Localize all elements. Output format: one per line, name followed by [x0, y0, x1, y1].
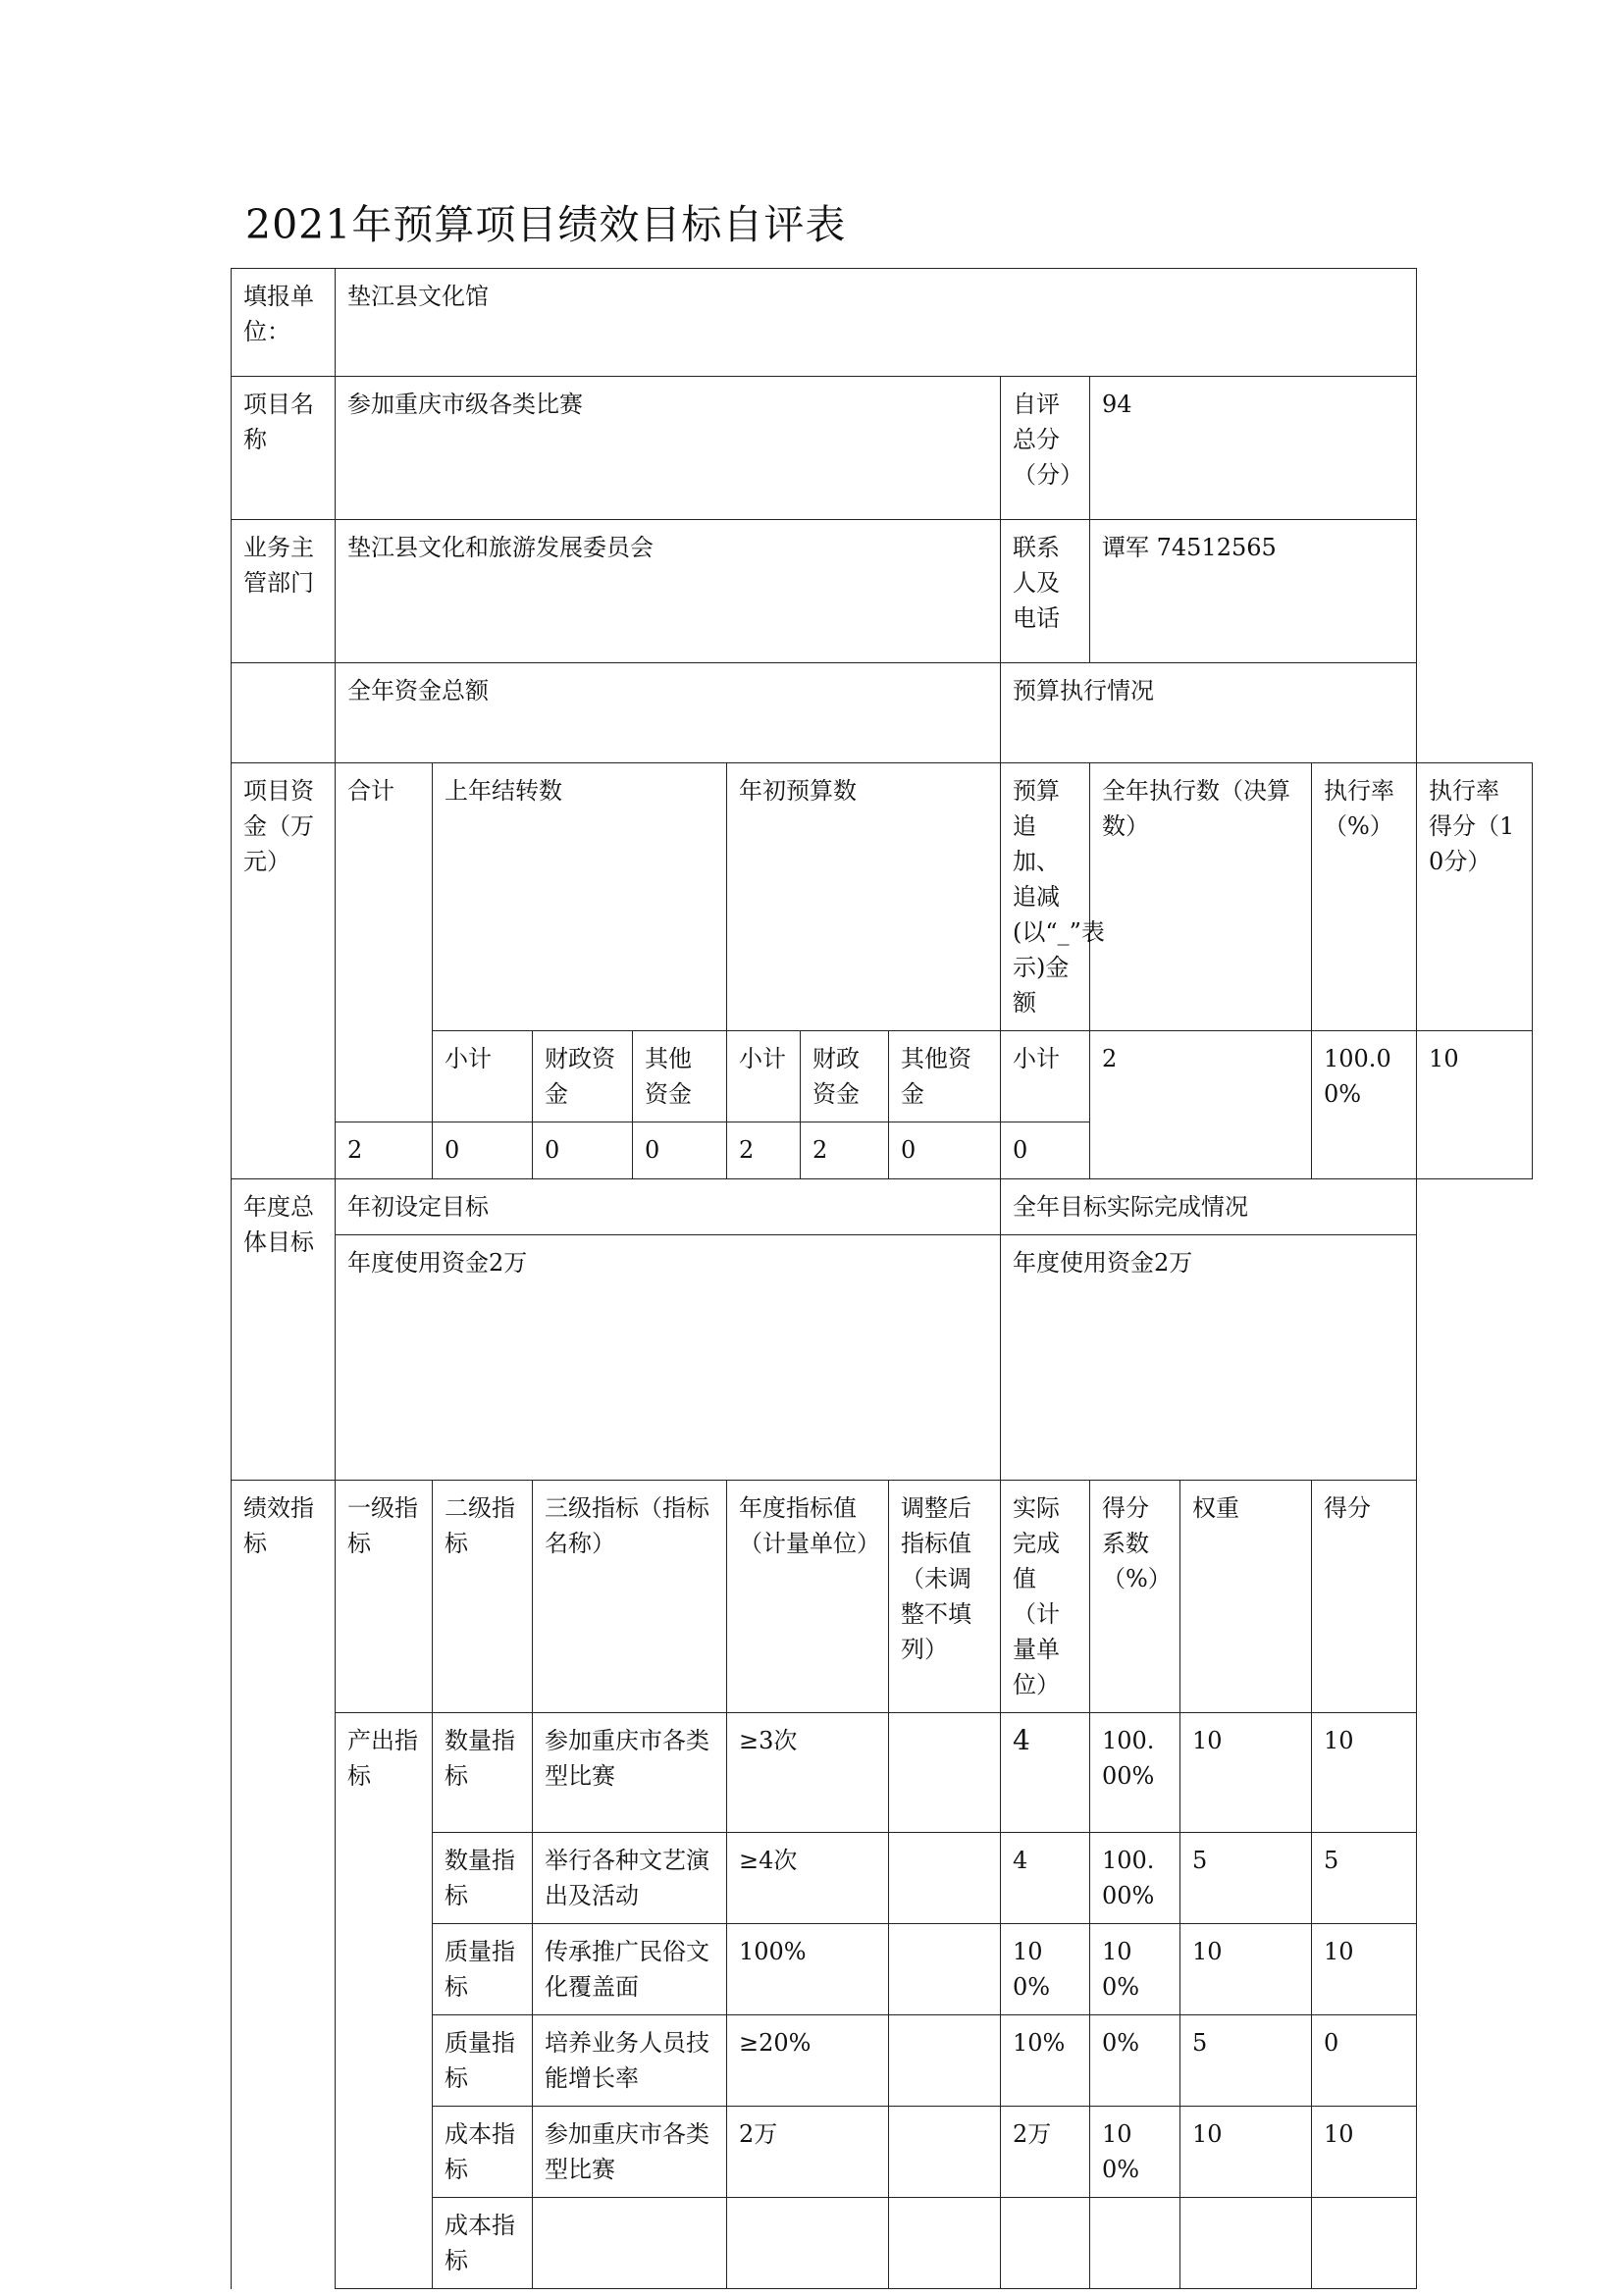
- carry-subtotal-value: 0: [433, 1122, 533, 1179]
- funds-executed-header: 全年执行数（决算数）: [1090, 763, 1312, 1031]
- contact-value: 谭军 74512565: [1090, 520, 1417, 663]
- indicator-l2: 质量指标: [433, 1924, 533, 2015]
- indicator-target: ≥20%: [727, 2015, 889, 2107]
- dept-value: 垫江县文化和旅游发展委员会: [336, 520, 1001, 663]
- perf-actual-header: 实际完成值（计量单位）: [1001, 1481, 1090, 1713]
- indicator-l3: 参加重庆市各类型比赛: [533, 2107, 727, 2198]
- dept-label: 业务主管部门: [232, 520, 336, 663]
- project-name-value: 参加重庆市级各类比赛: [336, 377, 1001, 520]
- indicator-l3: 传承推广民俗文化覆盖面: [533, 1924, 727, 2015]
- indicator-weight: 5: [1180, 2015, 1312, 2107]
- indicator-coef: 100%: [1090, 1924, 1180, 2015]
- indicator-score: 10: [1312, 1924, 1417, 2015]
- funds-exec-label: 预算执行情况: [1001, 663, 1417, 763]
- indicator-adjusted: [889, 1924, 1001, 2015]
- indicator-score: [1312, 2198, 1417, 2289]
- indicator-l2: 成本指标: [433, 2107, 533, 2198]
- contact-label: 联系人及电话: [1001, 520, 1090, 663]
- indicator-score: 10: [1312, 2107, 1417, 2198]
- score-total-value: 94: [1090, 377, 1417, 520]
- unit-row: [232, 269, 1533, 377]
- perf-weight-header: 权重: [1180, 1481, 1312, 1713]
- indicator-actual: 4: [1001, 1833, 1090, 1924]
- indicator-target: ≥3次: [727, 1713, 889, 1833]
- perf-score-header: 得分: [1312, 1481, 1417, 1713]
- funds-adjust-header: 预算追加、追减(以“_”表示)金额: [1001, 763, 1090, 1031]
- init-other-value: 0: [889, 1122, 1001, 1179]
- indicator-l2: 成本指标: [433, 2198, 533, 2289]
- carry-subtotal-header: 小计: [433, 1031, 533, 1122]
- indicator-actual: 4: [1001, 1713, 1090, 1833]
- indicator-adjusted: [889, 2015, 1001, 2107]
- init-fiscal-value: 2: [801, 1122, 889, 1179]
- score-total-label: 自评总分（分）: [1001, 377, 1090, 520]
- funds-blank-cell: [232, 663, 336, 763]
- indicator-weight: 10: [1180, 1713, 1312, 1833]
- goal-value-row: [232, 1235, 1533, 1481]
- project-name-label: 项目名称: [232, 377, 336, 520]
- indicator-weight: [1180, 2198, 1312, 2289]
- page-title: 2021年预算项目绩效目标自评表: [245, 201, 847, 248]
- funds-carry-header: 上年结转数: [433, 763, 727, 1031]
- indicator-adjusted: [889, 2107, 1001, 2198]
- funds-columns-row: [232, 763, 1533, 1031]
- indicator-score: 10: [1312, 1713, 1417, 1833]
- indicator-weight: 5: [1180, 1833, 1312, 1924]
- adjust-subtotal-header: 小计: [1001, 1031, 1090, 1122]
- funds-initial-header: 年初预算数: [727, 763, 1001, 1031]
- annual-goal-label: 年度总体目标: [232, 1179, 336, 1481]
- init-subtotal-value: 2: [727, 1122, 801, 1179]
- funds-sum-header: 合计: [336, 763, 433, 1122]
- indicator-actual: 100%: [1001, 1924, 1090, 2015]
- indicator-target: 100%: [727, 1924, 889, 2015]
- table-row: [232, 1713, 1533, 1833]
- funds-rate-score-value: 10: [1417, 1031, 1533, 1179]
- indicator-coef: 0%: [1090, 2015, 1180, 2107]
- indicator-adjusted: [889, 1713, 1001, 1833]
- indicator-coef: 100.00%: [1090, 1833, 1180, 1924]
- indicator-l3: [533, 2198, 727, 2289]
- init-other-header: 其他资金: [889, 1031, 1001, 1122]
- carry-fiscal-value: 0: [533, 1122, 633, 1179]
- funds-header-row: [232, 663, 1533, 763]
- dept-row: [232, 520, 1533, 663]
- indicator-l3: 举行各种文艺演出及活动: [533, 1833, 727, 1924]
- funds-sum-value: 2: [336, 1122, 433, 1179]
- indicator-l2: 质量指标: [433, 2015, 533, 2107]
- perf-l3-header: 三级指标（指标名称）: [533, 1481, 727, 1713]
- carry-other-value: 0: [633, 1122, 727, 1179]
- indicator-coef: [1090, 2198, 1180, 2289]
- indicator-target: [727, 2198, 889, 2289]
- perf-group-label: 产出指标: [336, 1713, 433, 2289]
- goal-actual-label: 全年目标实际完成情况: [1001, 1179, 1417, 1235]
- goal-set-value: 年度使用资金2万: [336, 1235, 1001, 1481]
- indicator-l3: 培养业务人员技能增长率: [533, 2015, 727, 2107]
- indicator-actual: 10%: [1001, 2015, 1090, 2107]
- indicator-score: 0: [1312, 2015, 1417, 2107]
- funds-rate-value: 100.00%: [1312, 1031, 1417, 1179]
- init-subtotal-header: 小计: [727, 1031, 801, 1122]
- goal-set-label: 年初设定目标: [336, 1179, 1001, 1235]
- indicator-score: 5: [1312, 1833, 1417, 1924]
- perf-l2-header: 二级指标: [433, 1481, 533, 1713]
- perf-coef-header: 得分系数（%）: [1090, 1481, 1180, 1713]
- perf-header-row: [232, 1481, 1533, 1713]
- funds-total-label: 全年资金总额: [336, 663, 1001, 763]
- indicator-target: 2万: [727, 2107, 889, 2198]
- funds-rate-score-header: 执行率得分（10分）: [1417, 763, 1533, 1031]
- indicator-coef: 100%: [1090, 2107, 1180, 2198]
- indicator-l2: 数量指标: [433, 1833, 533, 1924]
- indicator-weight: 10: [1180, 1924, 1312, 2015]
- perf-adjusted-header: 调整后指标值（未调整不填列）: [889, 1481, 1001, 1713]
- perf-l1-header: 一级指标: [336, 1481, 433, 1713]
- goal-header-row: [232, 1179, 1533, 1235]
- indicator-coef: 100.00%: [1090, 1713, 1180, 1833]
- project-row: [232, 377, 1533, 520]
- indicator-l2: 数量指标: [433, 1713, 533, 1833]
- self-evaluation-table: [231, 268, 1533, 2289]
- init-fiscal-header: 财政资金: [801, 1031, 889, 1122]
- indicator-weight: 10: [1180, 2107, 1312, 2198]
- unit-label: 填报单位：: [232, 269, 336, 377]
- indicator-adjusted: [889, 1833, 1001, 1924]
- perf-label: 绩效指标: [232, 1481, 336, 2289]
- funds-executed-value: 2: [1090, 1031, 1312, 1179]
- carry-other-header: 其他资金: [633, 1031, 727, 1122]
- goal-actual-value: 年度使用资金2万: [1001, 1235, 1417, 1481]
- indicator-actual: [1001, 2198, 1090, 2289]
- unit-value: 垫江县文化馆: [336, 269, 1417, 377]
- indicator-target: ≥4次: [727, 1833, 889, 1924]
- indicator-adjusted: [889, 2198, 1001, 2289]
- indicator-l3: 参加重庆市各类型比赛: [533, 1713, 727, 1833]
- indicator-actual: 2万: [1001, 2107, 1090, 2198]
- perf-target-header: 年度指标值（计量单位）: [727, 1481, 889, 1713]
- funds-label: 项目资金（万元）: [232, 763, 336, 1179]
- funds-rate-header: 执行率（%）: [1312, 763, 1417, 1031]
- adjust-value: 0: [1001, 1122, 1090, 1179]
- carry-fiscal-header: 财政资金: [533, 1031, 633, 1122]
